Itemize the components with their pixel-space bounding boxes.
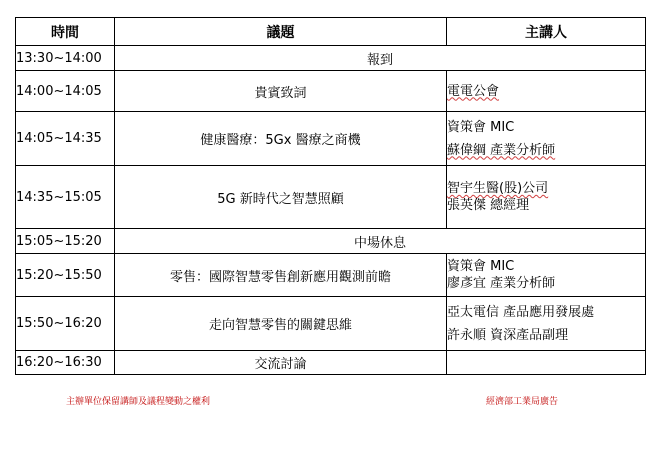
- header-topic: 議題: [115, 18, 447, 46]
- header-speaker: 主講人: [447, 18, 646, 46]
- speaker-cell: [447, 71, 646, 112]
- speaker-org: 電電公會: [447, 83, 500, 99]
- table-row: [16, 297, 646, 351]
- table-row: [16, 112, 646, 166]
- agenda-table: [15, 17, 646, 375]
- footer-sponsor: 經濟部工業局廣告: [486, 397, 559, 407]
- speaker-name: 許永順 資深產品副理: [447, 327, 569, 343]
- time-cell: 15:05~15:20: [16, 229, 115, 254]
- table-row: [16, 351, 646, 375]
- speaker-org: 資策會 MIC: [447, 119, 515, 135]
- table-row: [16, 229, 646, 254]
- speaker-name: 廖彥宜 產業分析師: [447, 276, 556, 291]
- topic-cell: 零售：國際智慧零售創新應用觀測前瞻: [115, 254, 447, 297]
- speaker-cell: [447, 254, 646, 297]
- speaker-org: 資策會 MIC: [447, 259, 515, 274]
- topic-cell: 5G 新時代之智慧照顧: [115, 166, 447, 229]
- topic-cell: 報到: [115, 46, 646, 71]
- topic-cell: 走向智慧零售的關鍵思維: [115, 297, 447, 351]
- time-cell: 16:20~16:30: [16, 351, 115, 375]
- topic-cell: 健康醫療：5Gx 醫療之商機: [115, 112, 447, 166]
- header-time: 時間: [16, 18, 115, 46]
- speaker-org: 亞太電信 產品應用發展處: [447, 304, 595, 320]
- speaker-cell: [447, 166, 646, 229]
- speaker-org: 智宇生醫(股)公司: [447, 181, 549, 196]
- footer-disclaimer: 主辦單位保留講師及議程變動之權利: [66, 397, 211, 407]
- time-cell: 13:30~14:00: [16, 46, 115, 71]
- speaker-cell: [447, 112, 646, 166]
- time-cell: 15:20~15:50: [16, 254, 115, 297]
- speaker-name: 張英傑 總經理: [447, 198, 530, 213]
- header-row: [16, 18, 646, 46]
- time-cell: 14:35~15:05: [16, 166, 115, 229]
- table-row: [16, 46, 646, 71]
- speaker-cell: [447, 351, 646, 375]
- table-row: [16, 71, 646, 112]
- topic-cell: 貴賓致詞: [115, 71, 447, 112]
- speaker-cell: [447, 297, 646, 351]
- speaker-name: 蘇偉綱 產業分析師: [447, 142, 556, 158]
- time-cell: 14:00~14:05: [16, 71, 115, 112]
- table-row: [16, 254, 646, 297]
- time-cell: 14:05~14:35: [16, 112, 115, 166]
- topic-cell: 交流討論: [115, 351, 447, 375]
- time-cell: 15:50~16:20: [16, 297, 115, 351]
- table-row: [16, 166, 646, 229]
- topic-cell: 中場休息: [115, 229, 646, 254]
